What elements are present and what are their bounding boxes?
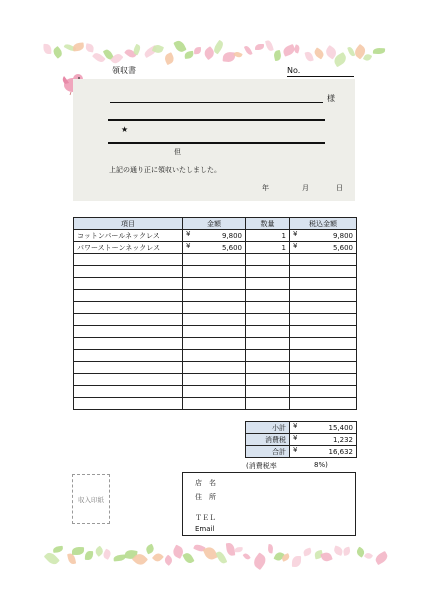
item-qty: 1 [246,242,290,254]
petal-decoration [194,47,201,54]
table-row [74,338,357,350]
petal-decoration [255,44,264,51]
tadashi-label: 但 [174,148,181,156]
table-cell [246,314,290,326]
petal-decoration [373,48,385,55]
table-cell [74,398,183,410]
revenue-stamp-box [72,474,110,524]
petal-decoration [292,556,301,567]
star-icon: ★ [121,125,129,134]
table-cell [74,302,183,314]
yen-symbol: ¥ [293,446,298,454]
summary-table [245,421,357,458]
petal-decoration [364,551,373,560]
petal-decoration [85,44,94,53]
table-cell [290,302,357,314]
table-cell [246,350,290,362]
petal-decoration [182,551,194,564]
table-cell [290,338,357,350]
petal-decoration [162,554,174,566]
item-name: パワーストーンネックレス [74,242,183,254]
table-row [74,350,357,362]
table-row [74,230,357,242]
items-header-row [74,218,357,230]
table-cell [290,266,357,278]
table-cell [246,266,290,278]
table-cell [74,350,183,362]
header-price: 金額 [183,218,246,230]
amount-bottom-line [108,142,325,144]
table-cell [74,338,183,350]
table-cell [246,290,290,302]
petal-decoration [374,551,390,565]
petal-decoration [152,551,164,563]
total-row [246,446,357,458]
table-cell [183,362,246,374]
shop-tel-label: ＴＥＬ [195,514,216,522]
subtotal-value: ¥ 15,400 [290,422,357,434]
petal-decoration [85,551,93,561]
petal-decoration [320,551,332,563]
table-cell [246,386,290,398]
petal-decoration [235,547,243,552]
table-row [74,302,357,314]
table-cell [290,398,357,410]
petal-decoration [252,552,269,569]
table-cell [290,362,357,374]
table-cell [290,314,357,326]
table-cell [183,254,246,266]
table-cell [290,326,357,338]
petal-decoration [273,50,282,61]
table-cell [290,254,357,266]
table-cell [246,362,290,374]
yen-symbol: ¥ [293,242,298,250]
item-total: ¥ 5,600 [290,242,357,254]
tax-rate-label: (消費税率 [246,462,277,470]
yen-symbol: ¥ [186,242,191,250]
petal-decoration [267,544,273,553]
recipient-name-line [110,102,323,103]
petal-decoration [52,46,64,59]
year-label: 年 [262,184,269,192]
tax-value: ¥ 1,232 [290,434,357,446]
shop-address-label: 住 所 [195,493,216,501]
table-cell [183,290,246,302]
table-cell [290,386,357,398]
table-cell [183,326,246,338]
petal-decoration [243,552,252,561]
table-cell [183,398,246,410]
total-label: 合計 [246,446,290,458]
receipt-message: 上記の通り正に領収いたしました。 [109,166,221,174]
table-cell [183,338,246,350]
table-cell [74,254,183,266]
table-row [74,326,357,338]
tax-rate-value: 8%) [314,461,328,469]
petal-decoration [265,40,273,52]
table-row [74,314,357,326]
table-cell [74,290,183,302]
table-cell [74,326,183,338]
items-table [73,217,357,410]
table-cell [246,278,290,290]
item-name: コットンパールネックレス [74,230,183,242]
yen-symbol: ¥ [186,230,191,238]
petal-decoration [216,551,228,566]
top-petal-garland [42,38,382,62]
table-row [74,290,357,302]
table-cell [183,278,246,290]
tax-row [246,434,357,446]
table-cell [74,362,183,374]
petal-decoration [212,40,225,55]
petal-decoration [244,45,253,57]
receipt-title: 領収書 [112,66,136,75]
table-row [74,266,357,278]
table-cell [246,338,290,350]
petal-decoration [332,545,344,556]
subtotal-row [246,422,357,434]
petal-decoration [110,51,123,64]
petal-decoration [293,44,300,53]
table-row [74,386,357,398]
table-cell [183,314,246,326]
table-row [74,374,357,386]
petal-decoration [312,47,325,59]
table-row [74,242,357,254]
petal-decoration [53,546,64,554]
yen-symbol: ¥ [293,434,298,442]
empty-rows [74,254,357,410]
table-row [74,254,357,266]
item-qty: 1 [246,230,290,242]
table-cell [183,302,246,314]
table-cell [246,254,290,266]
total-value: ¥ 16,632 [290,446,357,458]
petal-decoration [342,546,351,556]
petal-decoration [233,51,242,59]
receipt-number-label: No. [287,66,301,75]
day-label: 日 [336,184,343,192]
amount-top-line [108,119,325,121]
item-price: ¥ 5,600 [183,242,246,254]
petal-decoration [44,550,60,566]
petal-decoration [225,542,235,556]
bottom-petal-garland [42,540,382,564]
table-cell [183,266,246,278]
petal-decoration [102,549,112,560]
table-cell [74,374,183,386]
table-row [74,278,357,290]
item-total: ¥ 9,800 [290,230,357,242]
petal-decoration [302,548,312,557]
petal-decoration [72,547,84,555]
revenue-stamp-label: 収入印紙 [78,495,104,504]
table-row [74,362,357,374]
table-cell [246,398,290,410]
table-cell [183,374,246,386]
table-row [74,398,357,410]
header-total: 税込金額 [290,218,357,230]
sama-label: 様 [327,94,335,103]
petal-decoration [304,51,314,63]
table-cell [183,386,246,398]
shop-info-box [182,472,356,536]
table-cell [290,374,357,386]
petal-decoration [43,44,52,55]
table-cell [74,314,183,326]
header-item: 項目 [74,218,183,230]
shop-email-label: Email [195,525,215,533]
receipt-number-line [287,76,354,77]
petal-decoration [164,52,176,65]
table-cell [246,326,290,338]
month-label: 月 [302,184,309,192]
petal-decoration [133,44,142,56]
table-cell [74,386,183,398]
table-cell [246,374,290,386]
table-cell [74,278,183,290]
subtotal-label: 小計 [246,422,290,434]
table-cell [74,266,183,278]
header-qty: 数量 [246,218,290,230]
table-cell [290,350,357,362]
shop-name-label: 店 名 [195,479,216,487]
tax-label: 消費税 [246,434,290,446]
petal-decoration [72,42,84,51]
table-cell [183,350,246,362]
table-cell [246,302,290,314]
recipient-panel [73,79,355,201]
table-cell [290,290,357,302]
yen-symbol: ¥ [293,230,298,238]
petal-decoration [144,544,155,555]
petal-decoration [184,50,193,58]
item-price: ¥ 9,800 [183,230,246,242]
yen-symbol: ¥ [293,422,298,430]
table-cell [290,278,357,290]
